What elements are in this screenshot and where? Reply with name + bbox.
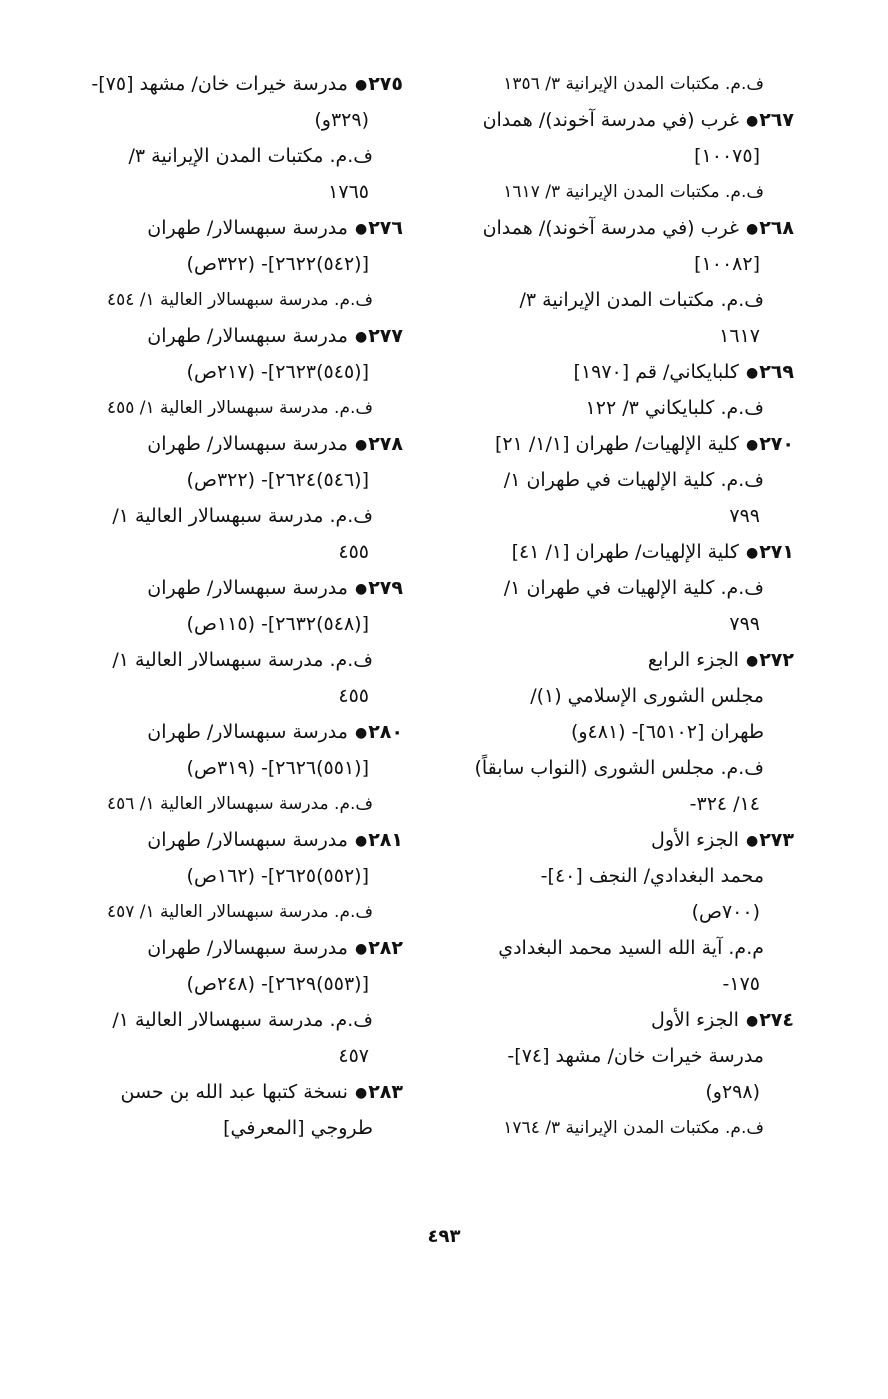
entry-line: ١٤/ ٣٢٤- <box>689 793 760 815</box>
entry-heading <box>444 534 794 570</box>
right-column <box>444 66 794 1146</box>
entry-number: ٢٧٦ <box>368 217 403 239</box>
entry-number: ٢٧١ <box>759 541 794 563</box>
entry-title: الجزء الأول <box>651 829 745 851</box>
entry-line: [١٠٠٧٥] <box>694 145 760 167</box>
entry-number: ٢٦٨ <box>759 217 794 239</box>
entry-line: ٤٥٧ <box>338 1045 369 1067</box>
bullet-icon: ● <box>745 1013 759 1029</box>
entry-line: [(٥٥١)٢٦٢٦]- (٣١٩ص) <box>186 757 369 779</box>
entry-line: ٧٩٩ <box>729 505 760 527</box>
entry-line: ٤٥٥ <box>338 685 369 707</box>
entry-number: ٢٨١ <box>368 829 403 851</box>
entry-line: ف.م. مدرسة سبهسالار العالية ١/ <box>112 1009 373 1031</box>
entry-number: ٢٧٧ <box>368 325 403 347</box>
entry-title: الجزء الرابع <box>647 649 745 671</box>
entry-title: مدرسة سبهسالار/ طهران <box>147 721 354 743</box>
entry-line: ٤٥٥ <box>338 541 369 563</box>
entry-title: مدرسة سبهسالار/ طهران <box>147 217 354 239</box>
entry-line: مجلس الشورى الإسلامي (١)/ <box>530 685 764 707</box>
bullet-icon: ● <box>354 329 368 345</box>
bullet-icon: ● <box>354 833 368 849</box>
entry-heading <box>63 426 403 462</box>
entry-line: ف.م. مكتبات المدن الإيرانية ٣/ ١٧٦٤ <box>503 1118 764 1138</box>
entry-line: ف.م. مكتبات المدن الإيرانية ٣/ <box>519 289 764 311</box>
entry-line: [(٥٤٢)٢٦٢٢]- (٣٢٢ص) <box>186 253 369 275</box>
bullet-icon: ● <box>745 365 759 381</box>
entry-heading <box>63 714 403 750</box>
entry-title: مدرسة سبهسالار/ طهران <box>147 829 354 851</box>
entry-line: مدرسة خيرات خان/ مشهد [٧٤]- <box>507 1045 764 1067</box>
entry-title: غرب (في مدرسة آخوند)/ همدان <box>482 109 745 131</box>
entry-line: ١٦١٧ <box>719 325 760 347</box>
entry-line: ف.م. كلية الإلهيات في طهران ١/ <box>503 577 764 599</box>
entry-heading <box>63 318 403 354</box>
page-number: ٤٩٣ <box>427 1226 461 1247</box>
entry-line: م.م. آية الله السيد محمد البغدادي <box>498 937 764 959</box>
bullet-icon: ● <box>745 437 759 453</box>
bullet-icon: ● <box>354 221 368 237</box>
entry-title: مدرسة سبهسالار/ طهران <box>147 577 354 599</box>
entry-heading <box>444 642 794 678</box>
entry-line: (٣٢٩و) <box>314 109 369 131</box>
entry-heading <box>63 930 403 966</box>
bullet-icon: ● <box>745 653 759 669</box>
entry-heading <box>444 102 794 138</box>
entry-number: ٢٧٩ <box>368 577 403 599</box>
entry-line: ف.م. مدرسة سبهسالار العالية ١/ ٤٥٤ <box>106 290 373 310</box>
entry-line: ف.م. مدرسة سبهسالار العالية ١/ <box>112 649 373 671</box>
entry-line: [١٠٠٨٢] <box>694 253 760 275</box>
entry-number: ٢٧٤ <box>759 1009 794 1031</box>
entry-number: ٢٧٨ <box>368 433 403 455</box>
entry-line: (٢٩٨و) <box>705 1081 760 1103</box>
entry-line: [(٥٥٣)٢٦٢٩]- (٢٤٨ص) <box>186 973 369 995</box>
bullet-icon: ● <box>745 833 759 849</box>
entry-line: ف.م. مدرسة سبهسالار العالية ١/ ٤٥٥ <box>106 398 373 418</box>
entry-number: ٢٧٠ <box>759 433 794 455</box>
bullet-icon: ● <box>354 941 368 957</box>
bullet-icon: ● <box>745 545 759 561</box>
entry-number: ٢٨٢ <box>368 937 403 959</box>
bullet-icon: ● <box>354 1085 368 1101</box>
entry-number: ٢٦٧ <box>759 109 794 131</box>
entry-line: ف.م. مدرسة سبهسالار العالية ١/ ٤٥٦ <box>106 794 373 814</box>
entry-line: ف.م. مجلس الشورى (النواب سابقاً) <box>474 757 764 779</box>
entry-heading <box>63 66 403 102</box>
entry-title: مدرسة سبهسالار/ طهران <box>147 433 354 455</box>
entry-title: غرب (في مدرسة آخوند)/ همدان <box>482 217 745 239</box>
entry-heading <box>444 210 794 246</box>
entry-heading <box>444 354 794 390</box>
entry-title: نسخة كتبها عبد الله بن حسن <box>120 1081 354 1103</box>
entry-number: ٢٨٠ <box>368 721 403 743</box>
entry-title: كلية الإلهيات/ طهران [١/١/ ٢١] <box>494 433 745 455</box>
entry-title: مدرسة سبهسالار/ طهران <box>147 325 354 347</box>
entry-line: [(٥٤٥)٢٦٢٣]- (٢١٧ص) <box>186 361 369 383</box>
entry-heading <box>63 570 403 606</box>
entry-number: ٢٨٣ <box>368 1081 403 1103</box>
entry-line: طروجي [المعرفي] <box>223 1117 373 1139</box>
entry-number: ٢٦٩ <box>759 361 794 383</box>
entry-title: الجزء الأول <box>651 1009 745 1031</box>
entry-heading <box>444 1002 794 1038</box>
entry-line: ف.م. مكتبات المدن الإيرانية ٣/ ١٣٥٦ <box>503 74 764 94</box>
entry-line: ٧٩٩ <box>729 613 760 635</box>
entry-line: ١٧٥- <box>722 973 760 995</box>
bullet-icon: ● <box>354 77 368 93</box>
entry-title: مدرسة خيرات خان/ مشهد [٧٥]- <box>91 73 354 95</box>
entry-line: طهران [٦٥١٠٢]- (٤٨١و) <box>570 721 764 743</box>
entry-heading <box>444 822 794 858</box>
entry-line: ف.م. مدرسة سبهسالار العالية ١/ ٤٥٧ <box>106 902 373 922</box>
entry-line: ف.م. مكتبات المدن الإيرانية ٣/ ١٦١٧ <box>503 182 764 202</box>
entry-heading <box>444 426 794 462</box>
entry-heading <box>63 822 403 858</box>
entry-line: (٧٠٠ص) <box>691 901 760 923</box>
entry-line: ١٧٦٥ <box>328 181 369 203</box>
bullet-icon: ● <box>745 221 759 237</box>
entry-line: [(٥٥٢)٢٦٢٥]- (١٦٢ص) <box>186 865 369 887</box>
entry-number: ٢٧٥ <box>368 73 403 95</box>
entry-line: [(٥٤٦)٢٦٢٤]- (٣٢٢ص) <box>186 469 369 491</box>
entry-title: كلبايكاني/ قم [١٩٧٠] <box>573 361 745 383</box>
entry-line: [(٥٤٨)٢٦٣٢]- (١١٥ص) <box>186 613 369 635</box>
bullet-icon: ● <box>354 437 368 453</box>
bullet-icon: ● <box>354 725 368 741</box>
entry-title: مدرسة سبهسالار/ طهران <box>147 937 354 959</box>
bullet-icon: ● <box>745 113 759 129</box>
entry-heading <box>63 210 403 246</box>
left-column <box>63 66 403 1146</box>
entry-line: ف.م. كلية الإلهيات في طهران ١/ <box>503 469 764 491</box>
entry-line: محمد البغدادي/ النجف [٤٠]- <box>540 865 764 887</box>
entry-line: ف.م. مكتبات المدن الإيرانية ٣/ <box>128 145 373 167</box>
entry-line: ف.م. مدرسة سبهسالار العالية ١/ <box>112 505 373 527</box>
entry-number: ٢٧٣ <box>759 829 794 851</box>
entry-line: ف.م. كلبايكاني ٣/ ١٢٢ <box>585 397 764 419</box>
bullet-icon: ● <box>354 581 368 597</box>
entry-heading <box>63 1074 403 1110</box>
entry-number: ٢٧٢ <box>759 649 794 671</box>
entry-title: كلية الإلهيات/ طهران [١/ ٤١] <box>511 541 745 563</box>
